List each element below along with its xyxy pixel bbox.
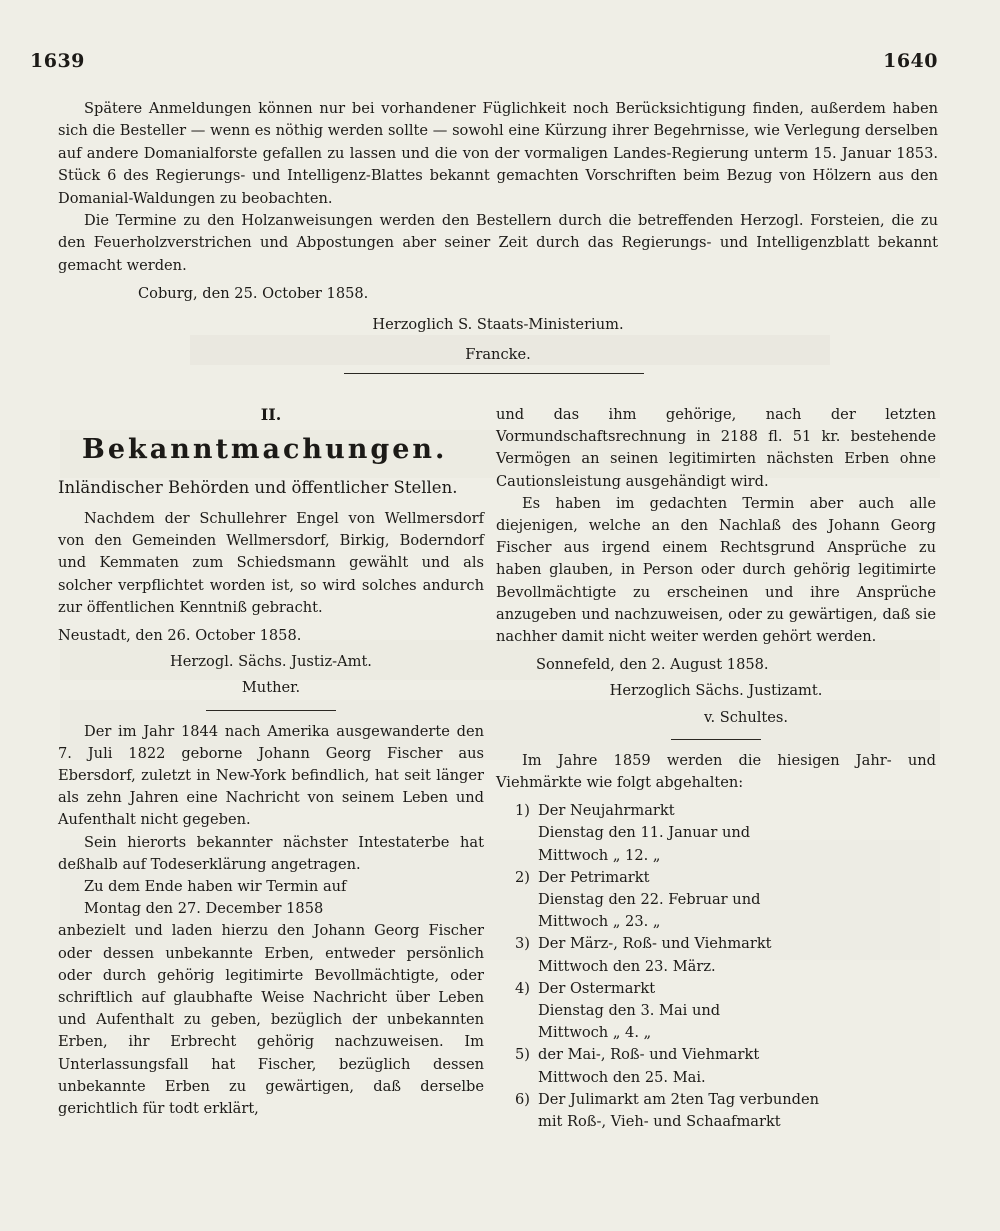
market-number: 4) [515, 979, 530, 997]
notice-1-signature: Muther. [241, 679, 301, 697]
section-number: II. [260, 405, 282, 424]
page-number-right: 1640 [883, 50, 938, 72]
market-text [538, 1089, 936, 1133]
market-line: Mittwoch „ 23. „ [538, 913, 661, 931]
market-line: Der Julimarkt am 2ten Tag verbunden [538, 1090, 820, 1108]
section-subtitle: Inländischer Behörden und öffentlicher Stellen. [58, 478, 458, 497]
market-item [496, 933, 936, 977]
market-line: Mittwoch „ 12. „ [538, 846, 661, 864]
market-item [496, 867, 936, 934]
right-paragraph-2: Es haben im gedachten Termin aber auch alle diejenigen, welche an den Nachlaß des Johann Georg Fischer aus irgend einem Rechtsgrund Ansprüche zu haben glauben, in Person oder durch gehörig legitimirte Bevollmächtigte zu erscheinen und ihre Ansprüche anzugeben und nachzuweisen, oder zu gewärtigen, daß sie nachher damit nicht weiter werden gehört werden. [496, 494, 936, 646]
left-column [58, 404, 484, 1120]
market-text [538, 867, 936, 934]
market-number: 2) [515, 868, 530, 886]
market-line: Der Petrimarkt [538, 868, 650, 886]
market-line: Dienstag den 3. Mai und [538, 1002, 721, 1020]
market-number: 6) [515, 1090, 530, 1108]
market-text [538, 978, 936, 1045]
market-item [496, 1044, 936, 1088]
market-number: 1) [515, 802, 530, 820]
right-signature: v. Schultes. [703, 708, 789, 726]
notice-2-date-line: Montag den 27. December 1858 [84, 900, 324, 918]
intro-signature: Francke. [465, 346, 531, 364]
market-text [538, 933, 936, 977]
notice-1-date: Neustadt, den 26. October 1858. [58, 627, 302, 645]
market-line: Mittwoch den 25. Mai. [538, 1068, 706, 1086]
market-line: Mittwoch „ 4. „ [538, 1024, 652, 1042]
market-line: Der Neujahrmarkt [538, 802, 675, 820]
market-line: Der März-, Roß- und Viehmarkt [538, 935, 772, 953]
notice-2-paragraph-3: Zu dem Ende haben wir Termin auf [84, 878, 347, 896]
market-number: 3) [515, 935, 530, 953]
intro-paragraph-1: Spätere Anmeldungen können nur bei vorhandener Füglichkeit noch Berücksichtigung finden, außerdem haben sich die Besteller — wenn es nöthig werden sollte — sowohl eine Kürzung ihrer Begehrnisse, wie Verlegung derselben auf andere Domanialforste gefallen zu lassen und die von der vormaligen Landes-Regierung unterm 15. Januar 1853. Stück 6 des Regierungs- und Intelligenz-Blattes bekannt gemachten Vorschriften beim Bezug von Hölzern aus den Domanial-Waldungen zu beobachten. [58, 100, 938, 207]
market-line: mit Roß-, Vieh- und Schaafmarkt [538, 1113, 781, 1131]
right-date: Sonnefeld, den 2. August 1858. [536, 656, 769, 674]
notice-1-authority: Herzogl. Sächs. Justiz-Amt. [170, 653, 372, 671]
markets-intro: Im Jahre 1859 werden die hiesigen Jahr- und Viehmärkte wie folgt abgehalten: [496, 751, 936, 792]
markets-list [496, 800, 936, 1133]
notice-2-paragraph-4: anbezielt und laden hierzu den Johann Georg Fischer oder dessen unbekannte Erben, entweder persönlich oder durch gehörig legitimirte Bevollmächtigte, oder schriftlich auf glaubhafte Weise Nachricht über Leben und Aufenthalt zu geben, bezüglich der unbekannten Erben, ihr Erbrecht gehörig nachzuweisen. Im Unterlassungsfall hat Fischer, bezüglich dessen unbekannte Erben zu gewärtigen, daß derselbe gerichtlich für todt erklärt, [58, 922, 484, 1118]
notice-divider [206, 710, 336, 711]
page-number-left: 1639 [30, 50, 85, 72]
market-item [496, 978, 936, 1045]
market-line: der Mai-, Roß- und Viehmarkt [538, 1046, 760, 1064]
intro-authority: Herzoglich S. Staats-Ministerium. [372, 315, 624, 333]
market-line: Der Ostermarkt [538, 979, 656, 997]
intro-section [58, 98, 938, 366]
notice-1-text: Nachdem der Schullehrer Engel von Wellmersdorf von den Gemeinden Wellmersdorf, Birkig, Boderndorf und Kemmaten zum Schiedsmann gewählt und als solcher verpflichtet worden ist, so wird solches andurch zur öffentlichen Kenntniß gebracht. [58, 510, 484, 616]
intro-date: Coburg, den 25. October 1858. [138, 285, 369, 303]
section-title: Bekanntmachungen. [82, 434, 448, 465]
divider-rule [344, 373, 644, 374]
market-text [538, 1044, 936, 1088]
intro-paragraph-2: Die Termine zu den Holzanweisungen werden den Bestellern durch die betreffenden Herzogl. Forsteien, die zu den Feuerholzverstrichen und Abpostungen aber seiner Zeit durch das Regierungs- und Intelligenzblatt bekannt gemacht werden. [58, 212, 938, 274]
market-line: Dienstag den 11. Januar und [538, 824, 751, 842]
market-item [496, 800, 936, 867]
market-number: 5) [515, 1046, 530, 1064]
right-authority: Herzoglich Sächs. Justizamt. [609, 682, 823, 700]
notice-2-paragraph-2: Sein hierorts bekannter nächster Intestaterbe hat deßhalb auf Todeserklärung angetragen. [58, 833, 484, 873]
right-divider [671, 739, 761, 740]
right-column [496, 404, 936, 1133]
market-line: Mittwoch den 23. März. [538, 957, 716, 975]
right-continuation: und das ihm gehörige, nach der letzten Vormundschaftsrechnung in 2188 fl. 51 kr. bestehende Vermögen an seinen legitimirten nächsten Erben ohne Cautionsleistung ausgehändigt wird. [496, 406, 936, 490]
market-text [538, 800, 936, 867]
market-line: Dienstag den 22. Februar und [538, 891, 761, 909]
notice-2-paragraph-1: Der im Jahr 1844 nach Amerika ausgewanderte den 7. Juli 1822 geborne Johann Georg Fischer aus Ebersdorf, zuletzt in New-York befindlich, hat seit länger als zehn Jahren eine Nachricht von seinem Leben und Aufenthalt nicht gegeben. [58, 722, 484, 829]
market-item [496, 1089, 936, 1133]
